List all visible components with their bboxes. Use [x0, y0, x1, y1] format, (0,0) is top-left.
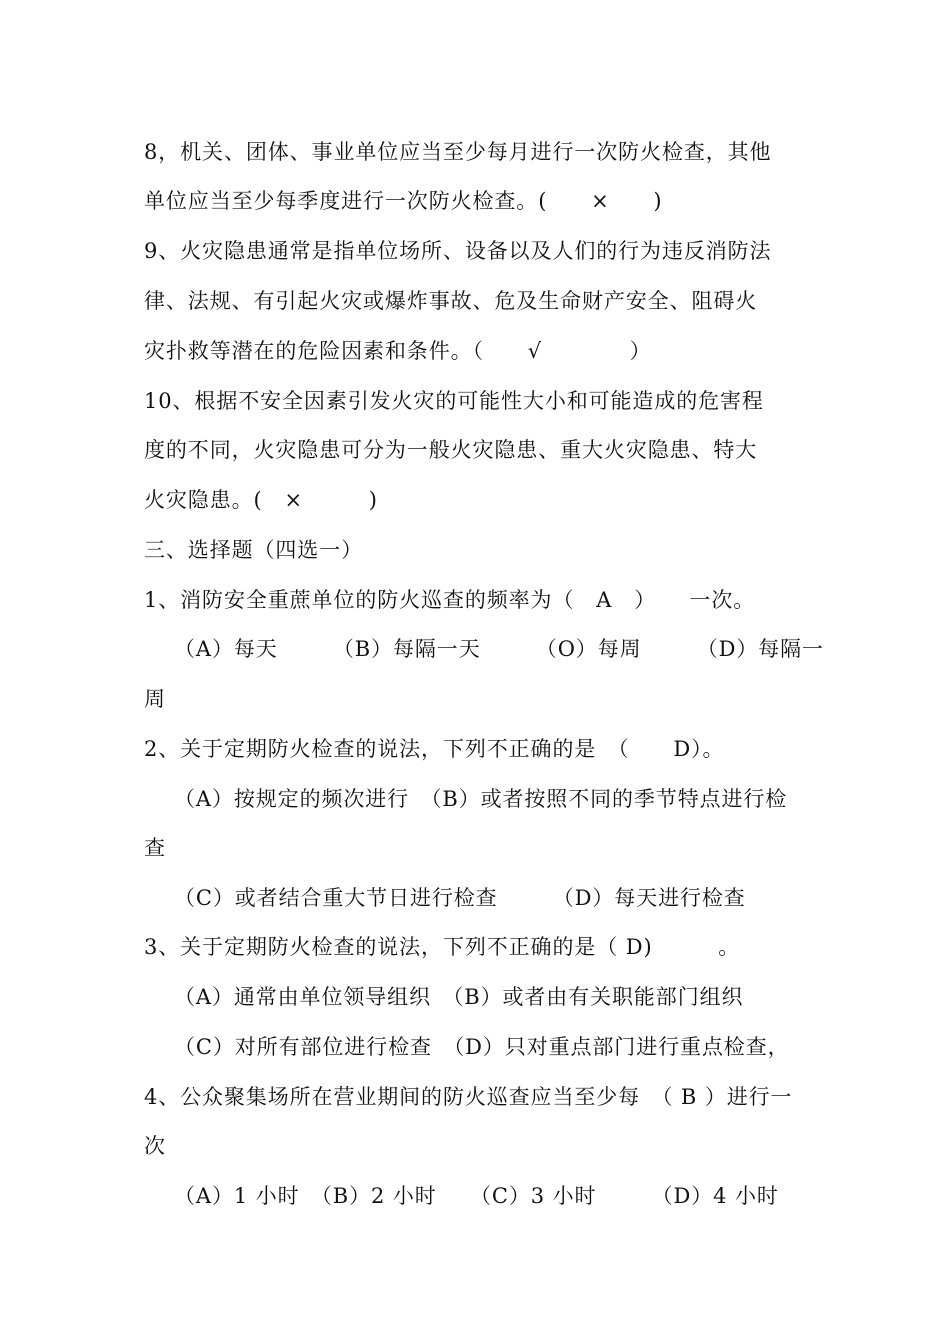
choice-3-options-2: （C）对所有部位进行检查 （D）只对重点部门进行重点检查， [174, 1035, 790, 1059]
choice-2-question: 2、关于定期防火检查的说法，下列不正确的是 （ D）。 [144, 737, 725, 761]
question-10-line-3: 火灾隐患。( × ) [144, 488, 378, 512]
question-9-line-1: 9、火灾隐患通常是指单位场所、设备以及人们的行为违反消防法 [144, 239, 772, 263]
choice-2-options-2: （C）或者结合重大节日进行检查 （D）每天进行检查 [174, 886, 746, 910]
choice-4-options: （A）1 小时 （B）2 小时 （C）3 小时 （D）4 小时 [174, 1184, 779, 1208]
section-heading: 三、选择题（四选一） [144, 538, 363, 562]
choice-4-question: 4、公众聚集场所在营业期间的防火巡查应当至少每 （ B ）进行一 [144, 1085, 793, 1109]
choice-1-options-wrap: 周 [144, 687, 166, 711]
question-9-line-3: 灾扑救等潜在的危险因素和条件。（ √ ） [144, 339, 652, 363]
choice-3-question: 3、关于定期防火检查的说法，下列不正确的是（ D) 。 [144, 935, 741, 959]
question-9-line-2: 律、法规、有引起火灾或爆炸事故、危及生命财产安全、阻碍火 [144, 289, 758, 313]
question-10-line-2: 度的不同，火灾隐患可分为一般火灾隐患、重大火灾隐患、特大 [144, 438, 758, 462]
choice-2-options-wrap: 查 [144, 836, 166, 860]
choice-1-options: （A）每天 （B）每隔一天 （O）每周 （D）每隔一 [174, 637, 824, 661]
choice-4-question-wrap: 次 [144, 1134, 166, 1158]
choice-2-options-1: （A）按规定的频次进行 （B）或者按照不同的季节特点进行检 [174, 787, 788, 811]
question-8-line-2: 单位应当至少每季度进行一次防火检查。( × ) [144, 189, 663, 213]
question-10-line-1: 10、根据不安全因素引发火灾的可能性大小和可能造成的危害程 [144, 389, 764, 413]
choice-1-question: 1、消防安全重蔗单位的防火巡查的频率为（ A ） 一次。 [144, 588, 756, 612]
choice-3-options-1: （A）通常由单位领导组织 （B）或者由有关职能部门组织 [174, 985, 744, 1009]
question-8-line-1: 8，机关、团体、事业单位应当至少每月进行一次防火检查，其他 [144, 140, 772, 164]
